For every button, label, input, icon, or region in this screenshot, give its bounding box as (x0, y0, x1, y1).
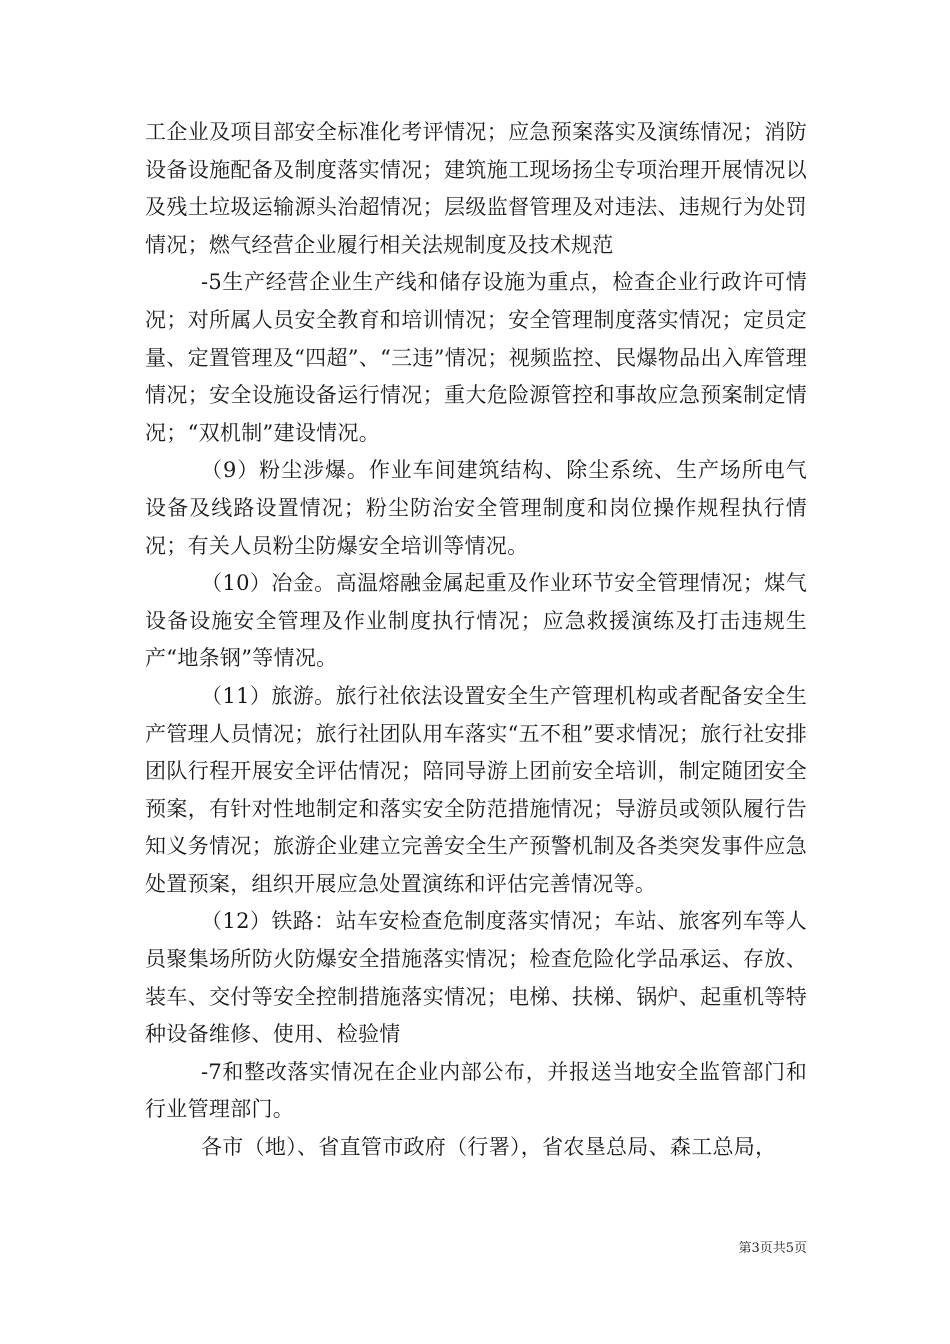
paragraph-4: （10）冶金。高温熔融金属起重及作业环节安全管理情况；煤气设备设施安全管理及作业制度执行情况；应急救援演练及打击违规生产“地条钢”等情况。 (145, 571, 807, 671)
paragraph-1: 工企业及项目部安全标准化考评情况；应急预案落实及演练情况；消防设备设施配备及制度落实情况；建筑施工现场扬尘专项治理开展情况以及残土垃圾运输源头治超情况；层级监督管理及对违法、违规行为处罚情况；燃气经营企业履行相关法规制度及技术规范 (145, 120, 807, 257)
paragraph-6: （12）铁路：站车安检查危制度落实情况；车站、旅客列车等人员聚集场所防火防爆安全措施落实情况；检查危险化学品承运、存放、装车、交付等安全控制措施落实情况；电梯、扶梯、锅炉、起重机等特种设备维修、使用、检验情 (145, 909, 807, 1047)
document-body (145, 114, 807, 1167)
page-number-footer: 第3页共5页 (738, 1241, 807, 1256)
paragraph-3: （9）粉尘涉爆。作业车间建筑结构、除尘系统、生产场所电气设备及线路设置情况；粉尘防治安全管理制度和岗位操作规程执行情况；有关人员粉尘防爆安全培训等情况。 (145, 458, 807, 558)
paragraph-5: （11）旅游。旅行社依法设置安全生产管理机构或者配备安全生产管理人员情况；旅行社团队用车落实“五不租”要求情况；旅行社安排团队行程开展安全评估情况；陪同导游上团前安全培训，制定随团安全预案，有针对性地制定和落实安全防范措施情况；导游员或领队履行告知义务情况；旅游企业建立完善安全生产预警机制及各类突发事件应急处置预案，组织开展应急处置演练和评估完善情况等。 (145, 683, 807, 896)
paragraph-2: -5生产经营企业生产线和储存设施为重点，检查企业行政许可情况；对所属人员安全教育和培训情况；安全管理制度落实情况；定员定量、定置管理及“四超”、“三违”情况；视频监控、民爆物品出入库管理情况；安全设施设备运行情况；重大危险源管控和事故应急预案制定情况；“双机制”建设情况。 (145, 270, 807, 445)
paragraph-8: 各市（地）、省直管市政府（行署），省农垦总局、森工总局， (201, 1135, 777, 1160)
paragraph-7: -7和整改落实情况在企业内部公布，并报送当地安全监管部门和行业管理部门。 (145, 1059, 807, 1122)
